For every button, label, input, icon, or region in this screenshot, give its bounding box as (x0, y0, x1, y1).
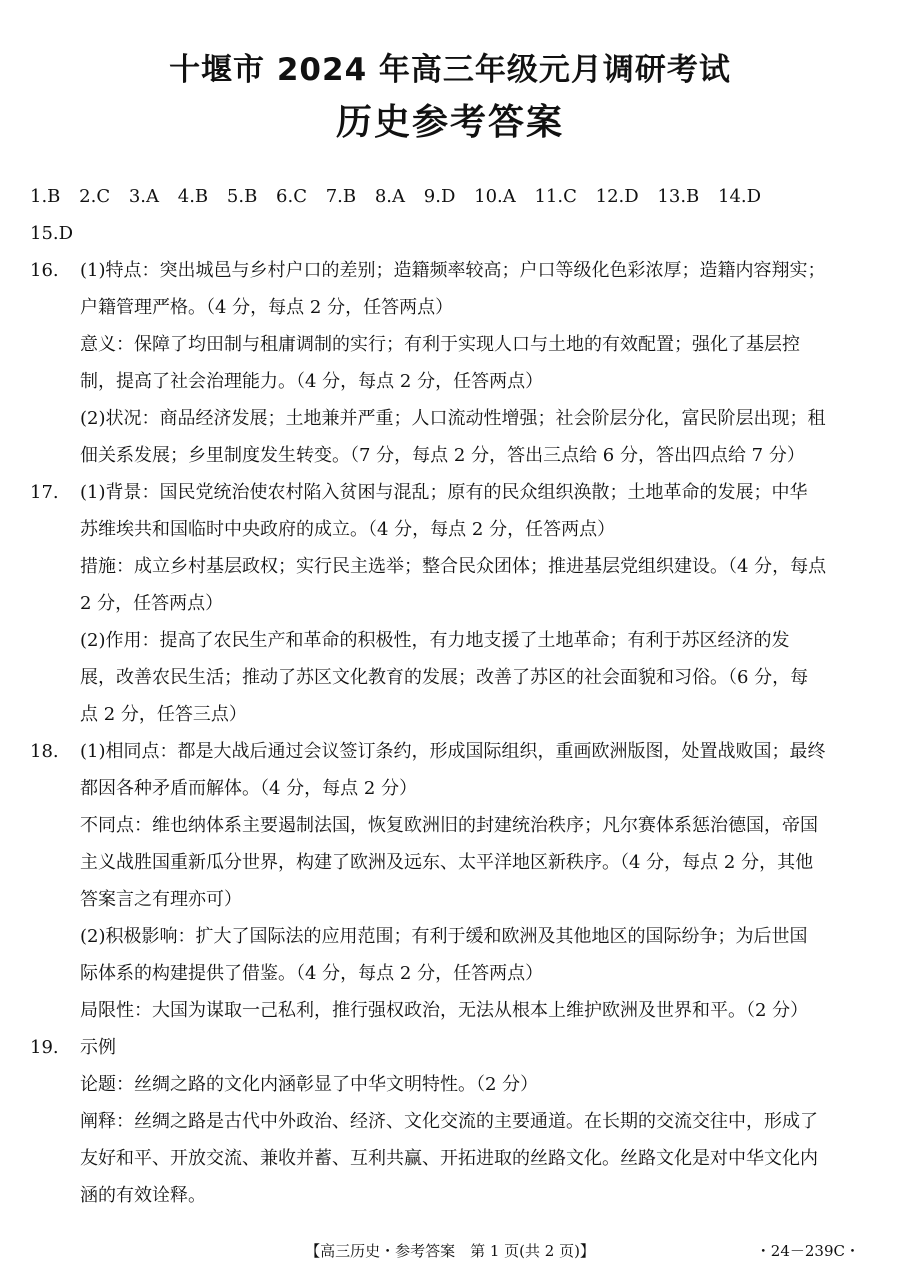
q19-line (30, 1029, 865, 1066)
mcq-answer-last: 15.D (30, 223, 74, 244)
answer-content (30, 178, 865, 1214)
answer-text: 论题：丝绸之路的文化内涵彰显了中华文明特性。（2 分） (80, 1074, 539, 1095)
mcq-answer: 5.B (226, 186, 258, 207)
mcq-answer: 4.B (177, 186, 209, 207)
answer-text: 2 分，任答两点） (80, 593, 224, 614)
mcq-answers-row (30, 178, 865, 215)
answer-text: 措施：成立乡村基层政权；实行民主选举；整合民众团体；推进基层党组织建设。（4 分，每点 (80, 556, 827, 577)
exam-title: 十堰市 2024 年高三年级元月调研考试 (169, 52, 731, 88)
answer-text: 佃关系发展；乡里制度发生转变。（7 分，每点 2 分，答出三点给 6 分，答出四点给 7 分） (80, 445, 805, 466)
mcq-answer: 10.A (474, 186, 516, 207)
answer-text: (2)作用：提高了农民生产和革命的积极性，有力地支援了土地革命；有利于苏区经济的发 (80, 630, 790, 651)
footer-page-info: 【高三历史・参考答案 第 1 页(共 2 页)】 (305, 1242, 595, 1260)
mcq-answer: 6.C (276, 186, 307, 207)
answer-text: 主义战胜国重新瓜分世界，构建了欧洲及远东、太平洋地区新秩序。（4 分，每点 2 分，其他 (80, 852, 814, 873)
answer-text: 阐释：丝绸之路是古代中外政治、经济、文化交流的主要通道。在长期的交流交往中，形成了 (80, 1111, 818, 1132)
question-number: 19. (30, 1037, 59, 1058)
answer-text: 涵的有效诠释。 (80, 1185, 206, 1206)
mcq-answer: 12.D (595, 186, 639, 207)
mcq-answer: 2.C (79, 186, 111, 207)
footer-code: ・24－239C・ (755, 1242, 860, 1260)
mcq-answer: 9.D (423, 186, 456, 207)
q16-line (30, 252, 865, 289)
mcq-answer: 14.D (718, 186, 762, 207)
mcq-answer: 7.B (325, 186, 357, 207)
answer-text: (2)积极影响：扩大了国际法的应用范围；有利于缓和欧洲及其他地区的国际纷争；为后世国 (80, 926, 808, 947)
q17-line (30, 474, 865, 511)
answer-text: 答案言之有理亦可） (80, 889, 242, 910)
question-number: 16. (30, 260, 59, 281)
answer-text: 友好和平、开放交流、兼收并蓄、互利共赢、开拓进取的丝路文化。丝路文化是对中华文化内 (80, 1148, 818, 1169)
question-number: 18. (30, 741, 59, 762)
answer-text: (2)状况：商品经济发展；土地兼并严重；人口流动性增强；社会阶层分化，富民阶层出现；租 (80, 408, 826, 429)
question-number: 17. (30, 482, 59, 503)
page-footer (0, 1240, 900, 1260)
answer-text: (1)相同点：都是大战后通过会议签订条约，形成国际组织，重画欧洲版图，处置战败国；最终 (80, 741, 826, 762)
answer-text: 都因各种矛盾而解体。（4 分，每点 2 分） (80, 778, 418, 799)
mcq-answer: 11.C (534, 186, 577, 207)
answer-key-title: 历史参考答案 (335, 102, 564, 143)
answer-text: (1)背景：国民党统治使农村陷入贫困与混乱；原有的民众组织涣散；土地革命的发展；中华 (80, 482, 808, 503)
answer-text: 点 2 分，任答三点） (80, 704, 247, 725)
answer-text: 际体系的构建提供了借鉴。（4 分，每点 2 分，任答两点） (80, 963, 544, 984)
mcq-answer: 3.A (128, 186, 160, 207)
answer-text: 制，提高了社会治理能力。（4 分，每点 2 分，任答两点） (80, 371, 544, 392)
answer-text: 展，改善农民生活；推动了苏区文化教育的发展；改善了苏区的社会面貌和习俗。（6 分，每 (80, 667, 809, 688)
answer-text: 苏维埃共和国临时中央政府的成立。（4 分，每点 2 分，任答两点） (80, 519, 616, 540)
answer-text: (1)特点：突出城邑与乡村户口的差别；造籍频率较高；户口等级化色彩浓厚；造籍内容翔实； (80, 260, 826, 281)
answer-text: 户籍管理严格。（4 分，每点 2 分，任答两点） (80, 297, 454, 318)
answer-text: 示例 (80, 1037, 116, 1058)
answer-text: 意义：保障了均田制与租庸调制的实行；有利于实现人口与土地的有效配置；强化了基层控 (80, 334, 800, 355)
q18-line (30, 733, 865, 770)
mcq-answer: 8.A (374, 186, 406, 207)
answer-text: 局限性：大国为谋取一己私利，推行强权政治，无法从根本上维护欧洲及世界和平。（2 分） (80, 1000, 809, 1021)
mcq-answer: 13.B (657, 186, 700, 207)
mcq-answer: 1.B (30, 186, 61, 207)
answer-text: 不同点：维也纳体系主要遏制法国，恢复欧洲旧的封建统治秩序；凡尔赛体系惩治德国，帝国 (80, 815, 818, 836)
